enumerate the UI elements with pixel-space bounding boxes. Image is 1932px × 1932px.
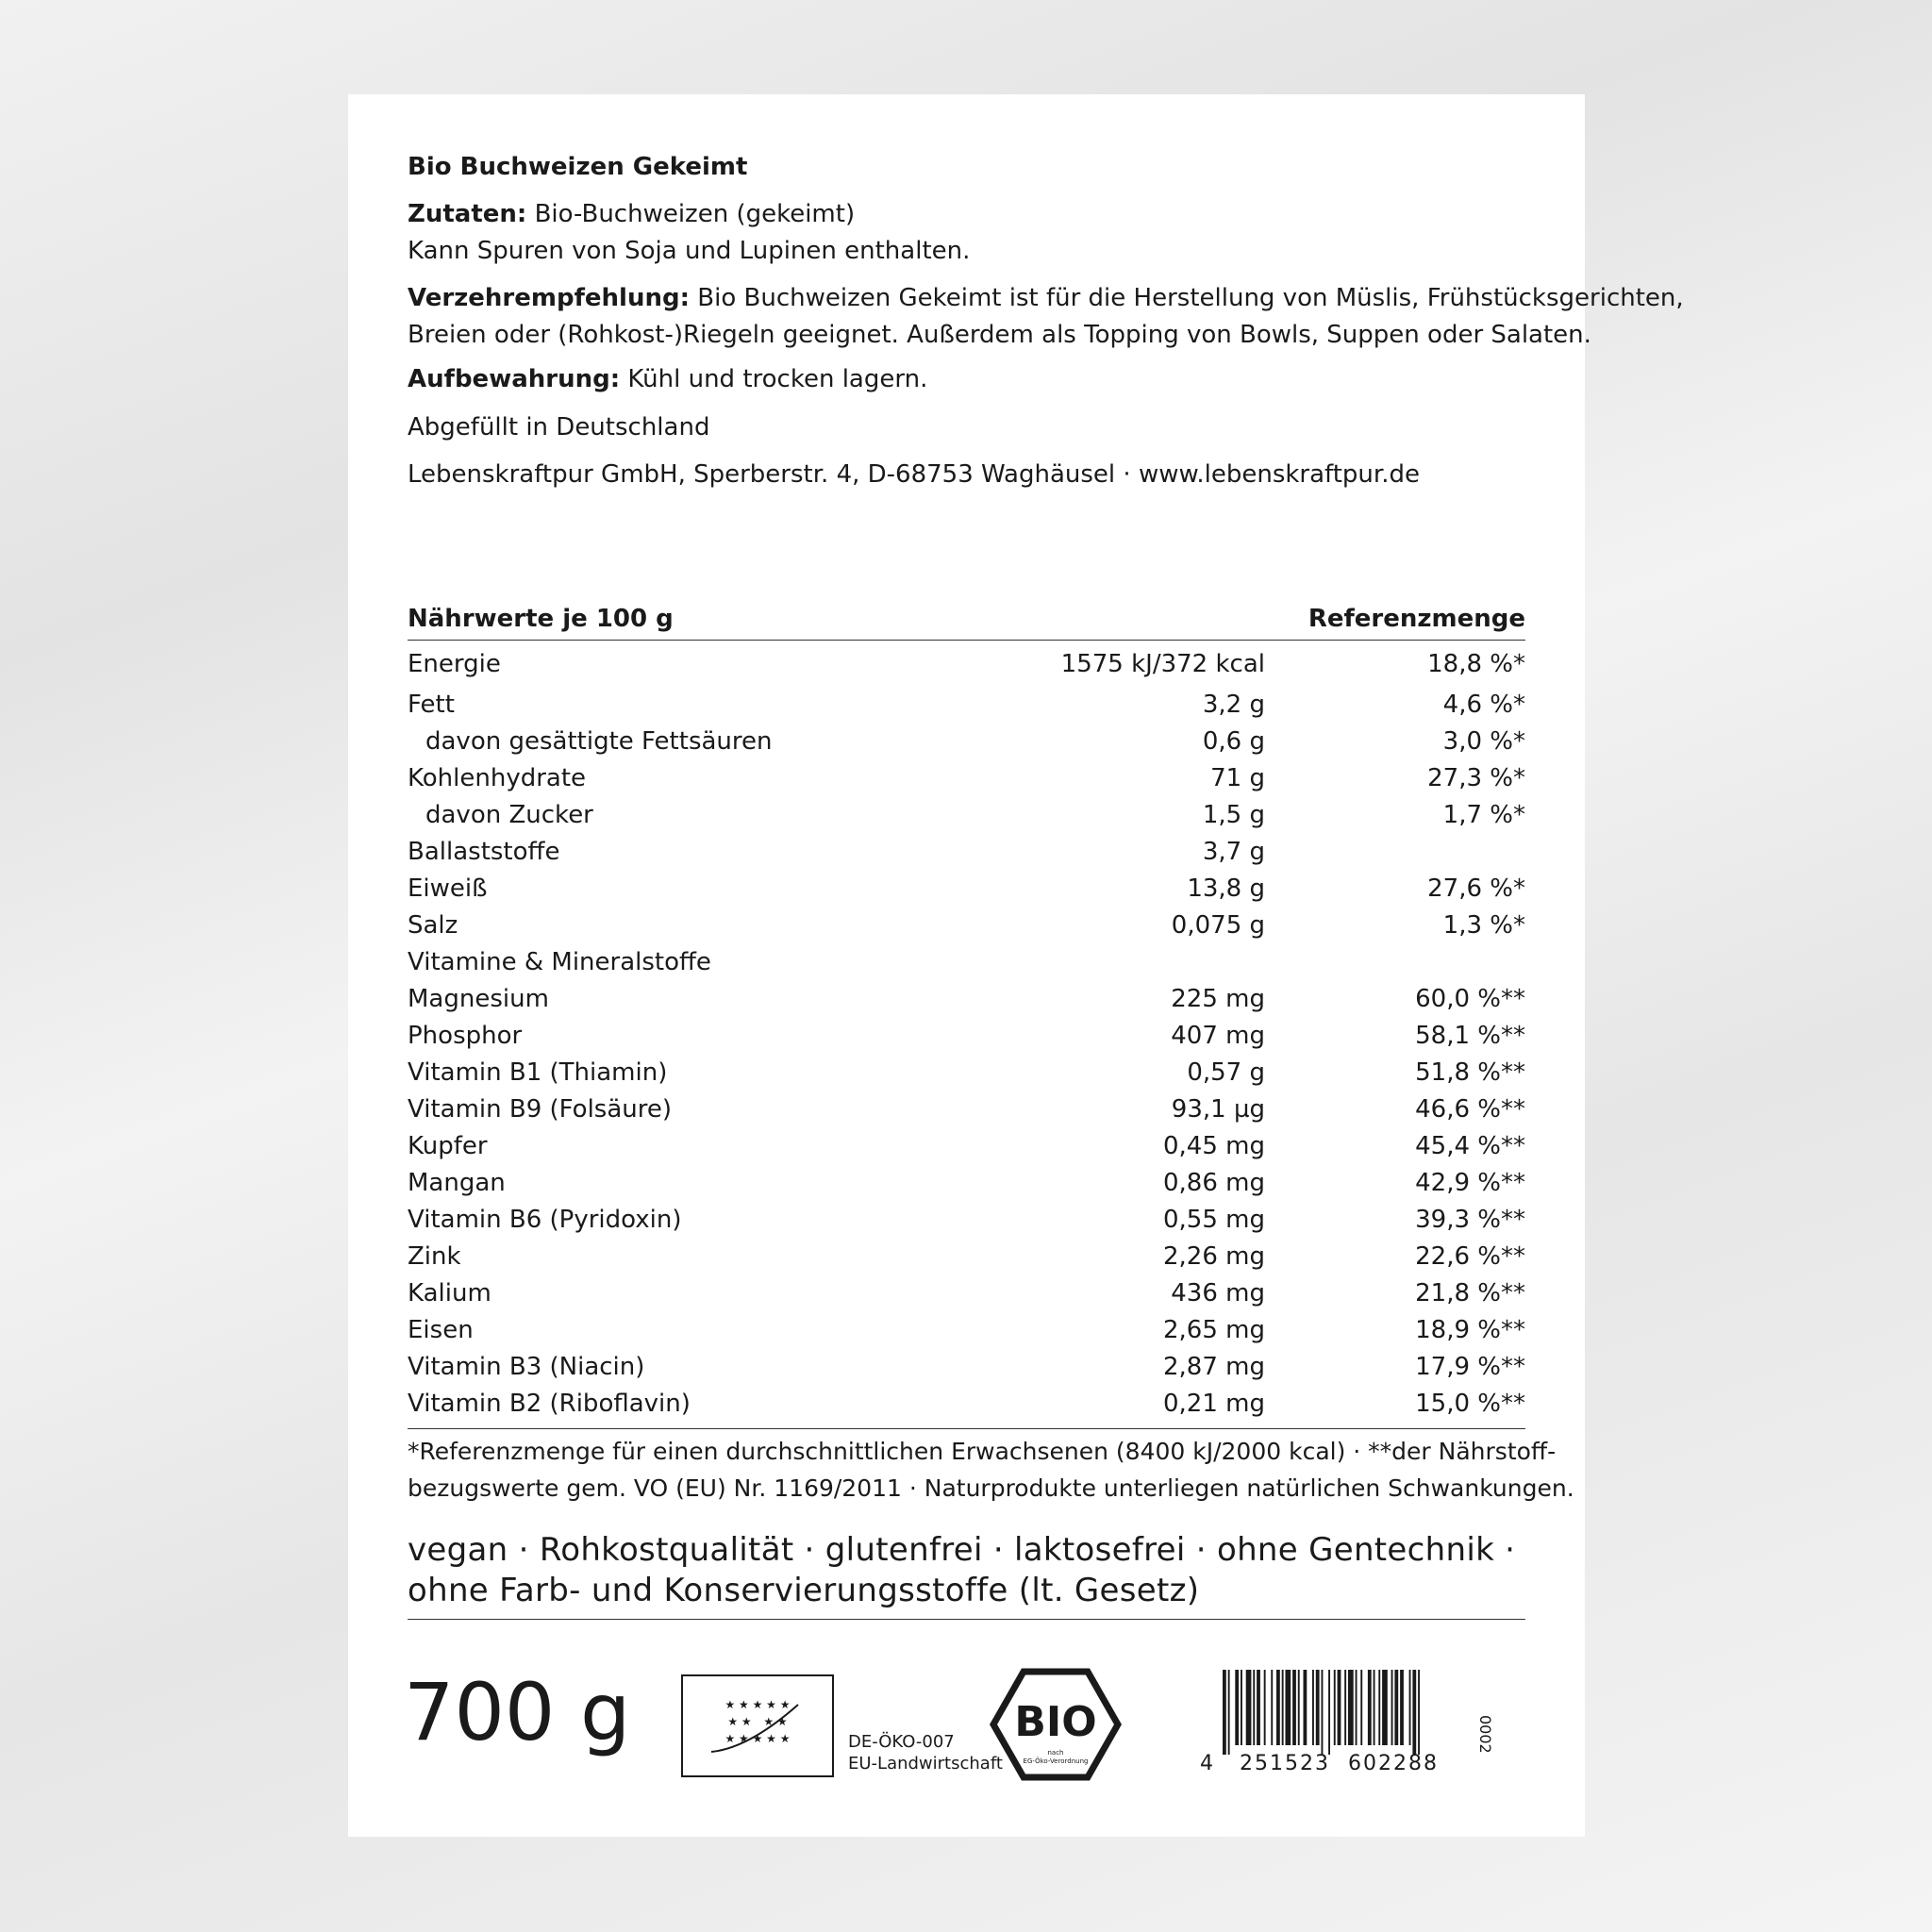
nutrition-row <box>408 1275 1525 1312</box>
barcode-digits-right: 602288 <box>1348 1752 1439 1775</box>
claims-line2: ohne Farb- und Konservierungsstoffe (lt. Gesetz) <box>408 1572 1200 1609</box>
nutrient-name: Kalium <box>408 1279 491 1307</box>
barcode-side-digits: 0002 <box>1476 1715 1494 1754</box>
nutrient-name: Mangan <box>408 1169 506 1197</box>
nutrient-name: Magnesium <box>408 985 549 1013</box>
nutrition-row <box>408 871 1525 908</box>
nutrient-reference: 42,9 %** <box>1415 1169 1525 1197</box>
nutrition-row <box>408 1128 1525 1165</box>
nutrient-reference: 15,0 %** <box>1415 1390 1525 1418</box>
eu-organic-logo <box>681 1674 834 1777</box>
barcode-bar <box>1409 1670 1411 1745</box>
barcode-bar <box>1257 1670 1260 1745</box>
storage-label: Aufbewahrung: <box>408 365 621 393</box>
barcode-bar <box>1360 1670 1362 1745</box>
nutrient-amount <box>982 944 1265 981</box>
nutrient-reference: 22,6 %** <box>1415 1242 1525 1271</box>
nutrition-row <box>408 1091 1525 1128</box>
recommendation-line1: Bio Buchweizen Gekeimt ist für die Herstellung von Müslis, Frühstücksgerichten, <box>697 284 1684 312</box>
nutrient-reference: 45,4 %** <box>1415 1132 1525 1160</box>
nutrition-table <box>408 602 1574 1507</box>
nutrient-reference: 1,3 %* <box>1442 911 1525 940</box>
svg-text:★ ★: ★ ★ <box>727 1715 752 1728</box>
nutrient-name: Energie <box>408 650 501 678</box>
nutrient-name: Kupfer <box>408 1132 488 1160</box>
bio-hexagon-icon <box>990 1668 1122 1781</box>
nutrition-row <box>408 1349 1525 1386</box>
svg-text:★ ★ ★ ★ ★: ★ ★ ★ ★ ★ <box>724 1732 791 1745</box>
nutrient-reference: 18,9 %** <box>1415 1316 1525 1344</box>
barcode-bar <box>1344 1670 1346 1745</box>
nutrient-name: Eiweiß <box>408 874 488 903</box>
nutrient-name: Ballaststoffe <box>408 838 560 866</box>
nutrition-row <box>408 834 1525 871</box>
nutrient-name: Phosphor <box>408 1022 523 1050</box>
recommendation-line2: Breien oder (Rohkost-)Riegeln geeignet. Außerdem als Topping von Bowls, Suppen oder Salaten. <box>408 321 1591 349</box>
nutrient-amount: 2,87 mg <box>1163 1353 1265 1381</box>
barcode-bar <box>1286 1670 1291 1745</box>
ingredients-block <box>408 196 1525 270</box>
nutrient-reference: 58,1 %** <box>1415 1022 1525 1050</box>
nutrient-reference: 51,8 %** <box>1415 1058 1525 1087</box>
product-claims <box>408 1530 1525 1620</box>
barcode-bar <box>1374 1670 1375 1745</box>
nutrient-reference: 21,8 %** <box>1415 1279 1525 1307</box>
barcode-bar <box>1276 1670 1280 1745</box>
nutrient-reference: 27,6 %* <box>1427 874 1525 903</box>
barcode-bar <box>1292 1670 1296 1745</box>
barcode <box>1192 1670 1504 1788</box>
nutrient-amount: 1,5 g <box>1202 801 1265 829</box>
barcode-bar <box>1334 1670 1336 1745</box>
barcode-bar <box>1271 1670 1273 1745</box>
recommendation-block <box>408 280 1684 354</box>
claims-line1: vegan · Rohkostqualität · glutenfrei · laktosefrei · ohne Gentechnik · <box>408 1531 1516 1569</box>
nutrition-row <box>408 1386 1525 1423</box>
barcode-bar <box>1378 1670 1380 1745</box>
svg-text:★ ★ ★ ★ ★: ★ ★ ★ ★ ★ <box>724 1698 791 1711</box>
barcode-bar <box>1356 1670 1357 1745</box>
eu-leaf-stars-icon <box>683 1676 832 1775</box>
nutrient-amount: 0,86 mg <box>1163 1169 1265 1197</box>
nutrition-header-right: Referenzmenge <box>1307 605 1525 633</box>
nutrient-amount: 71 g <box>1210 764 1265 792</box>
nutrient-reference: 46,6 %** <box>1415 1095 1525 1124</box>
nutrient-reference: 39,3 %** <box>1415 1206 1525 1234</box>
nutrition-row <box>408 1239 1525 1275</box>
barcode-bar <box>1348 1670 1354 1745</box>
nutrient-name: Vitamin B2 (Riboflavin) <box>408 1390 691 1418</box>
nutrient-name: Vitamin B1 (Thiamin) <box>408 1058 668 1087</box>
barcode-bar <box>1394 1670 1398 1745</box>
nutrient-reference <box>1265 834 1525 871</box>
barcode-bar <box>1235 1670 1239 1745</box>
nutrient-reference: 18,8 %* <box>1427 650 1525 678</box>
barcode-digit-first: 4 <box>1200 1752 1213 1775</box>
nutrient-amount: 0,45 mg <box>1163 1132 1265 1160</box>
barcode-bar <box>1400 1670 1404 1745</box>
nutrient-amount: 3,7 g <box>1202 838 1265 866</box>
barcode-bar <box>1312 1670 1314 1745</box>
nutrient-reference: 1,7 %* <box>1442 801 1525 829</box>
nutrition-row <box>408 981 1525 1018</box>
nutrition-row <box>408 724 1525 760</box>
nutrient-reference: 4,6 %* <box>1442 691 1525 719</box>
barcode-bar <box>1338 1670 1341 1745</box>
nutrient-amount: 225 mg <box>1171 985 1265 1013</box>
nutrition-rows <box>408 646 1525 1423</box>
nutrient-reference <box>1265 944 1525 981</box>
barcode-bar <box>1316 1670 1320 1745</box>
nutrient-name: Salz <box>408 911 458 940</box>
nutrient-name: Vitamin B3 (Niacin) <box>408 1353 645 1381</box>
nutrient-amount: 0,57 g <box>1187 1058 1265 1087</box>
barcode-digits-left: 251523 <box>1240 1752 1330 1775</box>
barcode-graphic <box>1192 1670 1504 1788</box>
nutrient-amount: 436 mg <box>1171 1279 1265 1307</box>
bio-seal-sub2: EG-Öko-Verordnung <box>1023 1757 1089 1765</box>
nutrition-row <box>408 908 1525 944</box>
nutrient-amount: 3,2 g <box>1202 691 1265 719</box>
barcode-bar <box>1228 1670 1230 1755</box>
barcode-bar <box>1298 1670 1300 1745</box>
nutrient-name: Kohlenhydrate <box>408 764 587 792</box>
nutrition-row <box>408 797 1525 834</box>
barcode-bar <box>1304 1670 1307 1745</box>
nutrition-row <box>408 1202 1525 1239</box>
nutrient-name: Zink <box>408 1242 461 1271</box>
nutrition-row <box>408 760 1525 797</box>
nutrition-row <box>408 1312 1525 1349</box>
eu-code-line1: DE-ÖKO-007 <box>848 1732 955 1752</box>
nutrition-row <box>408 646 1525 683</box>
nutrient-reference: 60,0 %** <box>1415 985 1525 1013</box>
nutrition-row <box>408 1165 1525 1202</box>
nutrient-name: Vitamin B9 (Folsäure) <box>408 1095 673 1124</box>
eu-control-code <box>848 1731 1003 1774</box>
nutrient-amount: 0,55 mg <box>1163 1206 1265 1234</box>
nutrient-amount: 2,26 mg <box>1163 1242 1265 1271</box>
nutrient-name: davon Zucker <box>425 801 593 829</box>
barcode-bar <box>1368 1670 1372 1745</box>
barcode-bar <box>1264 1670 1266 1745</box>
nutrient-amount: 13,8 g <box>1187 874 1265 903</box>
barcode-bar <box>1241 1670 1242 1745</box>
nutrient-reference: 17,9 %** <box>1415 1353 1525 1381</box>
nutrient-amount: 2,65 mg <box>1163 1316 1265 1344</box>
recommendation-label: Verzehrempfehlung: <box>408 284 690 312</box>
table-divider <box>408 1428 1525 1429</box>
barcode-bar <box>1322 1670 1324 1755</box>
footnote-line2: bezugswerte gem. VO (EU) Nr. 1169/2011 · Naturprodukte unterliegen natürlichen Schwankungen. <box>408 1474 1574 1502</box>
barcode-bar <box>1282 1670 1284 1745</box>
nutrient-amount: 0,21 mg <box>1163 1390 1265 1418</box>
nutrient-name: Eisen <box>408 1316 474 1344</box>
bio-seal-sub1: nach <box>1047 1749 1064 1757</box>
nutrition-row <box>408 687 1525 724</box>
nutrient-name: davon gesättigte Fettsäuren <box>425 727 773 756</box>
storage-text: Kühl und trocken lagern. <box>627 365 928 393</box>
nutrition-header <box>408 602 1525 641</box>
barcode-bar <box>1328 1670 1330 1755</box>
nutrient-amount: 407 mg <box>1171 1022 1265 1050</box>
nutrition-footnote <box>408 1433 1574 1507</box>
barcode-bar <box>1246 1670 1252 1745</box>
allergen-note: Kann Spuren von Soja und Lupinen enthalten. <box>408 237 971 265</box>
nutrient-reference: 27,3 %* <box>1427 764 1525 792</box>
footnote-line1: *Referenzmenge für einen durchschnittlichen Erwachsenen (8400 kJ/2000 kcal) · **der Nährstoff- <box>408 1438 1557 1465</box>
nutrition-row <box>408 1018 1525 1055</box>
ingredients-text: Bio-Buchweizen (gekeimt) <box>534 200 856 228</box>
product-label <box>348 94 1684 1837</box>
barcode-bar <box>1223 1670 1226 1755</box>
ingredients-label: Zutaten: <box>408 200 527 228</box>
origin-text: Abgefüllt in Deutschland <box>408 413 710 441</box>
nutrition-row <box>408 1055 1525 1091</box>
nutrition-header-left: Nährwerte je 100 g <box>408 605 674 633</box>
company-text: Lebenskraftpur GmbH, Sperberstr. 4, D-68753 Waghäusel · www.lebenskraftpur.de <box>408 460 1420 489</box>
nutrient-name: Vitamine & Mineralstoffe <box>408 948 711 976</box>
net-weight: 700 g <box>404 1666 631 1758</box>
nutrient-name: Vitamin B6 (Pyridoxin) <box>408 1206 682 1234</box>
storage-block <box>408 361 1525 398</box>
product-title: Bio Buchweizen Gekeimt <box>408 153 748 181</box>
nutrient-reference: 3,0 %* <box>1442 727 1525 756</box>
nutrient-amount: 0,075 g <box>1171 911 1265 940</box>
bio-seal <box>990 1668 1122 1781</box>
eu-code-line2: EU-Landwirtschaft <box>848 1754 1003 1774</box>
nutrient-name: Fett <box>408 691 455 719</box>
barcode-bar <box>1253 1670 1255 1745</box>
nutrient-amount: 0,6 g <box>1202 727 1265 756</box>
nutrient-amount: 1575 kJ/372 kcal <box>1060 650 1265 678</box>
svg-text:★ ★: ★ ★ <box>763 1715 788 1728</box>
bio-seal-text: BIO <box>1014 1698 1097 1746</box>
barcode-bar <box>1412 1670 1416 1755</box>
barcode-bar <box>1418 1670 1420 1755</box>
barcode-bar <box>1382 1670 1388 1745</box>
nutrition-row <box>408 944 1525 981</box>
nutrient-amount: 93,1 µg <box>1171 1095 1265 1124</box>
barcode-bar <box>1391 1670 1393 1745</box>
